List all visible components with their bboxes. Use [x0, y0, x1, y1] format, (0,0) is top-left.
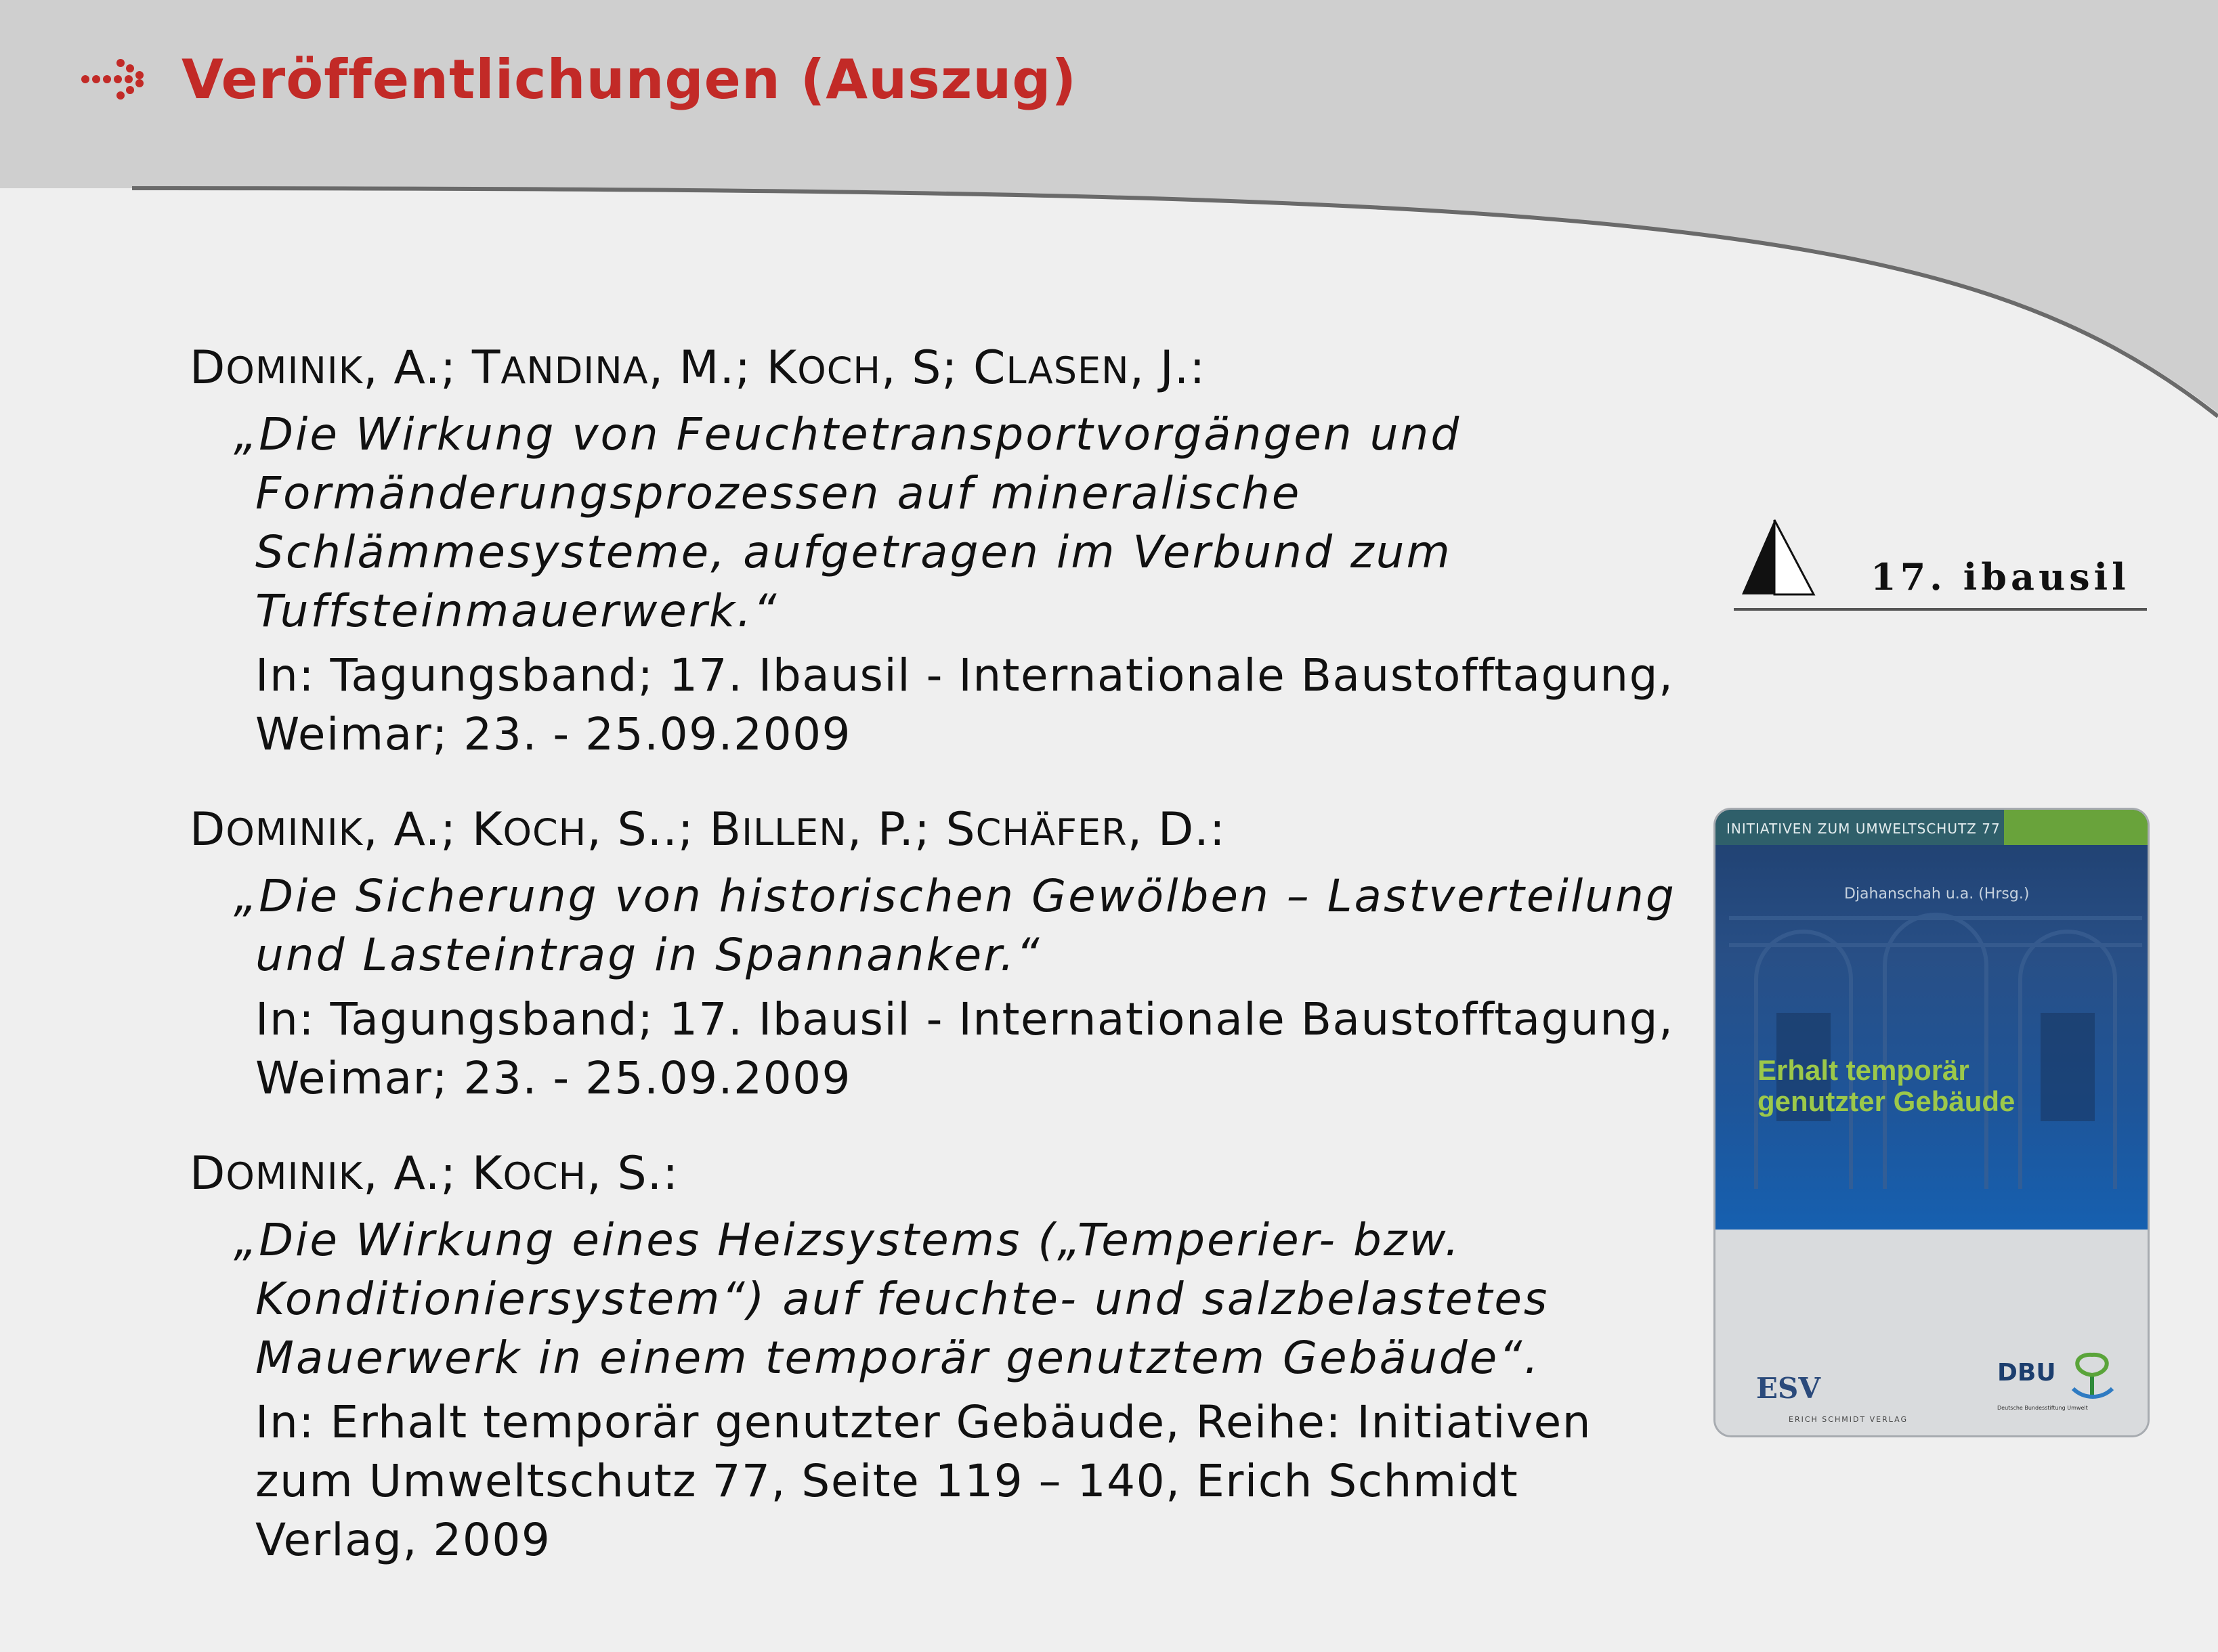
publication-2 [190, 800, 1693, 1108]
book-title: Erhalt temporär genutzter Gebäude [1757, 1054, 2016, 1117]
book-series-accent [2004, 810, 2150, 845]
publication-1 [190, 339, 1693, 764]
publication-source: In: Tagungsband; 17. Ibausil - Internationale Baustofftagung, Weimar; 23. - 25.09.2009 [255, 993, 1674, 1104]
page-title: Veröffentlichungen (Auszug) [182, 47, 1078, 111]
publication-title: „Die Wirkung von Feuchtetransportvorgängen und Formänderungsprozessen auf mineralische Schlämmesysteme, aufgetragen im Verbund zum Tuffsteinmauerwerk.“ [234, 408, 1462, 637]
book-cover-photo [1715, 810, 2148, 1230]
publication-3 [190, 1144, 1693, 1569]
dbu-logo: DBU Deutsche Bundesstiftung Umwelt [1997, 1348, 2126, 1429]
header [80, 42, 1077, 116]
publication-source: In: Erhalt temporär genutzter Gebäude, Reihe: Initiativen zum Umweltschutz 77, Seite 119 – 140, Erich Schmidt Verlag, 2009 [255, 1396, 1592, 1566]
ibausil-logo-text: 17. ibausil [1871, 555, 2130, 599]
publication-authors: DOMINIK, A.; KOCH, S..; BILLEN, P.; SCHÄFER, D.: [190, 803, 1226, 856]
book-editors: Djahanschah u.a. (Hrsg.) [1844, 886, 2030, 903]
book-series-label: INITIATIVEN ZUM UMWELTSCHUTZ 77 [1715, 810, 2004, 845]
publication-list [190, 339, 1693, 1569]
publication-authors: DOMINIK, A.; TANDINA, M.; KOCH, S; CLASEN, J.: [190, 341, 1206, 395]
dotted-arrow-icon [80, 52, 149, 106]
publication-title: „Die Wirkung eines Heizsystems („Temperier- bzw. Konditioniersystem“) auf feuchte- und salzbelastetes Mauerwerk in einem temporär genutztem Gebäude“. [234, 1214, 1550, 1384]
esv-logo: ESV ERICH SCHMIDT VERLAG [1756, 1372, 1908, 1424]
book-cover-footer [1715, 1230, 2148, 1437]
publication-source: In: Tagungsband; 17. Ibausil - Internationale Baustofftagung, Weimar; 23. - 25.09.2009 [255, 649, 1674, 760]
publication-authors: DOMINIK, A.; KOCH, S.: [190, 1147, 679, 1200]
dbu-leaf-icon [2065, 1348, 2119, 1402]
book-cover [1713, 808, 2150, 1437]
publication-title: „Die Sicherung von historischen Gewölben – Lastverteilung und Lasteintrag in Spannanker.“ [234, 870, 1676, 981]
